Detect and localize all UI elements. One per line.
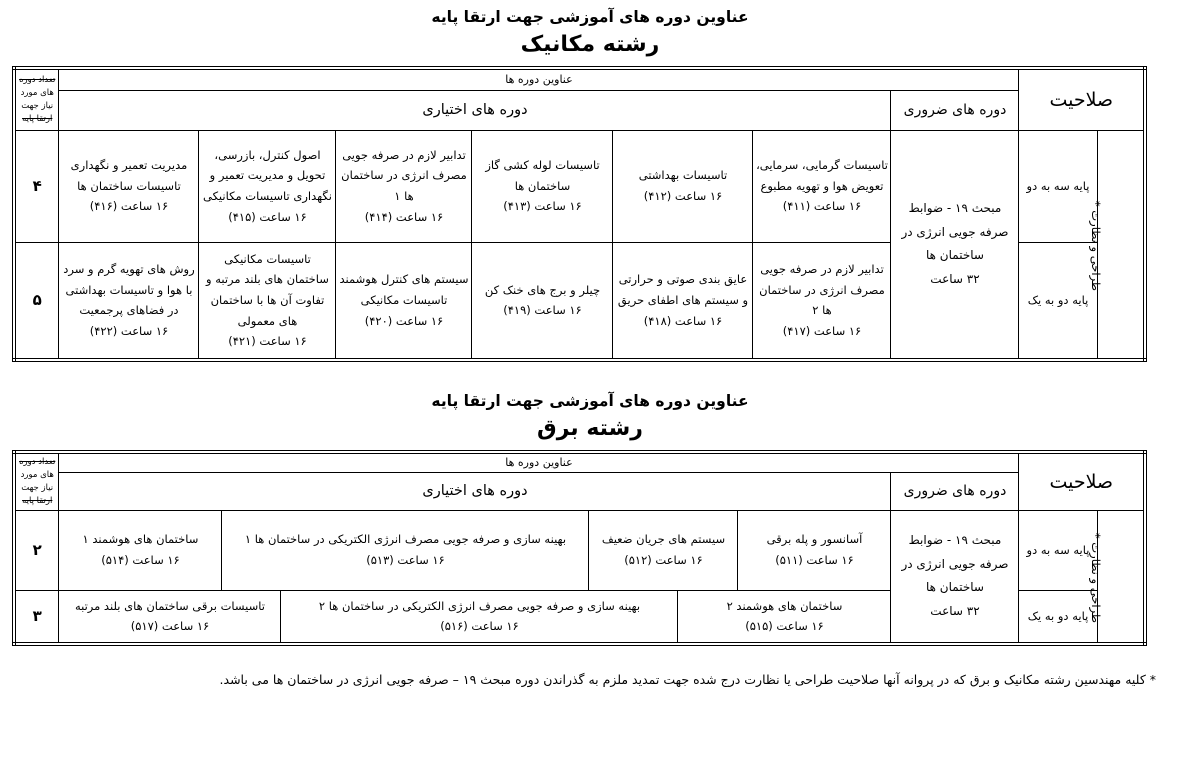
count-cell: ۴ [14,130,59,242]
courses-table-mechanics [12,66,1147,362]
count-header-line: ارتقا پایه [22,495,53,506]
course-hours: ۱۶ ساعت (۵۱۷) [130,619,210,634]
course-title: سیستم های جریان ضعیف [601,532,726,547]
essential-course-title: مبحث ۱۹ - ضوابط صرفه جویی انرژی در ساختمان ها [901,201,1009,263]
course-title: اصول کنترل، بازرسی، تحویل و مدیریت تعمیر و نگهداری تاسیسات مکانیکی [202,147,332,203]
essential-header-cell: دوره های ضروری [891,472,1019,510]
course-title: روش های تهویه گرم و سرد با هوا و تاسیسات بهداشتی در فضاهای پرجمعیت [63,261,195,318]
section-electrical [0,392,1180,646]
course-title: تاسیسات گرمایی، سرمایی، تعویض هوا و تهویه مطبوع [756,157,888,193]
course-hours: ۱۶ ساعت (۴۱۸) [643,313,723,328]
section-subtitle: رشته برق [537,416,643,441]
section-title: عناوین دوره های آموزشی جهت ارتقا پایه [431,8,749,26]
count-cell: ۳ [14,590,59,644]
course-hours: ۱۶ ساعت (۴۱۶) [89,199,169,214]
course-titles-header-cell: عناوین دوره ها [59,452,1019,472]
course-cell-415 [199,130,336,242]
course-cell-512 [589,510,738,590]
essential-course-title: مبحث ۱۹ - ضوابط صرفه جویی انرژی در ساختمان ها [901,533,1009,595]
course-cell-414 [336,130,472,242]
required-count-header-cell [14,452,59,510]
course-title: چیلر و برج های خنک کن [484,282,601,297]
course-cell-513 [222,510,589,590]
course-cell-411 [753,130,891,242]
count-header-line: نیاز جهت [21,482,54,493]
count-header-line: ارتقا پایه [22,113,53,124]
course-cell-421 [199,242,336,360]
course-hours: ۱۶ ساعت (۴۲۱) [228,334,307,349]
course-cell-412 [613,130,753,242]
competency-header-cell: صلاحیت [1019,452,1145,510]
required-count-header-cell [14,68,59,130]
course-hours: ۱۶ ساعت (۵۱۶) [440,619,519,634]
course-title: آسانسور و پله برقی [766,532,863,547]
course-hours: ۱۶ ساعت (۴۱۱) [782,199,862,214]
course-cell-420 [336,242,472,360]
section-title: عناوین دوره های آموزشی جهت ارتقا پایه [431,392,749,410]
essential-course-cell [891,510,1019,644]
count-header-line: های مورد [20,470,54,480]
course-cell-419 [472,242,613,360]
grade-cell: پایه سه به دو [1019,510,1097,590]
count-header-line: تعداد دوره [19,457,56,468]
course-title: عایق بندی صوتی و حرارتی و سیستم های اطفای حریق [617,272,749,307]
course-hours: ۱۶ ساعت (۵۱۴) [101,553,180,567]
course-hours: ۱۶ ساعت (۴۱۷) [782,323,862,338]
essential-header-cell: دوره های ضروری [891,90,1019,130]
section-subtitle: رشته مکانیک [520,32,660,57]
count-header-line: نیاز جهت [21,100,54,111]
essential-course-hours: ۳۲ ساعت [930,271,980,286]
competency-vertical-label: طراحی و نظارت * [1088,532,1103,623]
optional-header-cell: دوره های اختیاری [59,472,891,510]
course-title: تاسیسات لوله کشی گاز ساختمان ها [485,157,600,193]
course-title: ساختمان های هوشمند ۲ [726,598,843,613]
course-title: ساختمان های هوشمند ۱ [82,532,199,547]
course-cell-418 [613,242,753,360]
course-hours: ۱۶ ساعت (۴۱۵) [228,209,307,224]
course-hours: ۱۶ ساعت (۴۱۹) [503,303,582,318]
course-title: تاسیسات مکانیکی ساختمان های بلند مرتبه و تفاوت آن ها با ساختمان های معمولی [206,251,329,328]
course-title: تدابیر لازم در صرفه جویی مصرف انرژی در ساختمان ها ۲ [759,261,885,318]
course-hours: ۱۶ ساعت (۴۱۳) [503,199,582,214]
course-hours: ۱۶ ساعت (۴۱۴) [364,209,444,224]
competency-vertical-cell [1088,130,1145,360]
course-hours: ۱۶ ساعت (۴۱۲) [643,189,723,203]
course-hours: ۱۶ ساعت (۵۱۳) [366,553,445,567]
course-hours: ۱۶ ساعت (۵۱۵) [745,619,824,634]
course-titles-header-cell: عناوین دوره ها [59,68,1019,90]
courses-table-electrical [12,450,1147,646]
count-header-line: های مورد [20,88,54,98]
footnote: * کلیه مهندسین رشته مکانیک و برق که در پروانه آنها صلاحیت طراحی یا نظارت درج شده جهت تمدید ملزم به گذراندن دوره مبحث ۱۹ – صرفه جویی انرژی در ساختمان ها می باشد. [219,672,1156,687]
course-cell-517 [59,590,281,644]
course-hours: ۱۶ ساعت (۵۱۲) [624,553,703,567]
course-title: بهینه سازی و صرفه جویی مصرف انرژی الکتریکی در ساختمان ها ۱ [244,532,567,547]
competency-header-cell: صلاحیت [1019,68,1145,130]
count-cell: ۵ [14,242,59,360]
essential-course-cell [891,130,1019,360]
count-cell: ۲ [14,510,59,590]
course-title: تدابیر لازم در صرفه جویی مصرف انرژی در ساختمان ها ۱ [341,147,467,203]
course-title: تاسیسات برقی ساختمان های بلند مرتبه [74,598,265,613]
course-cell-417 [753,242,891,360]
course-hours: ۱۶ ساعت (۴۲۰) [364,313,444,328]
optional-header-cell: دوره های اختیاری [59,90,891,130]
competency-vertical-label: طراحی و نظارت * [1088,200,1103,291]
grade-cell: پایه سه به دو [1019,130,1097,242]
course-cell-515 [678,590,891,644]
essential-course-hours: ۳۲ ساعت [930,603,980,618]
course-cell-514 [59,510,222,590]
course-cell-516 [281,590,678,644]
course-cell-413 [472,130,613,242]
course-title: بهینه سازی و صرفه جویی مصرف انرژی الکتریکی در ساختمان ها ۲ [318,598,641,613]
competency-vertical-cell [1088,510,1145,644]
course-title: سیستم های کنترل هوشمند تاسیسات مکانیکی [339,272,469,307]
course-title: مدیریت تعمیر و نگهداری تاسیسات ساختمان ها [70,157,188,193]
course-hours: ۱۶ ساعت (۴۲۲) [89,323,169,338]
count-header-line: تعداد دوره [19,75,56,86]
course-cell-511 [738,510,891,590]
course-cell-416 [59,130,199,242]
course-title: تاسیسات بهداشتی [638,168,728,183]
course-cell-422 [59,242,199,360]
grade-cell: پایه دو به یک [1019,242,1097,360]
section-mechanics [0,8,1180,362]
grade-cell: پایه دو به یک [1019,590,1097,644]
course-hours: ۱۶ ساعت (۵۱۱) [775,553,854,567]
